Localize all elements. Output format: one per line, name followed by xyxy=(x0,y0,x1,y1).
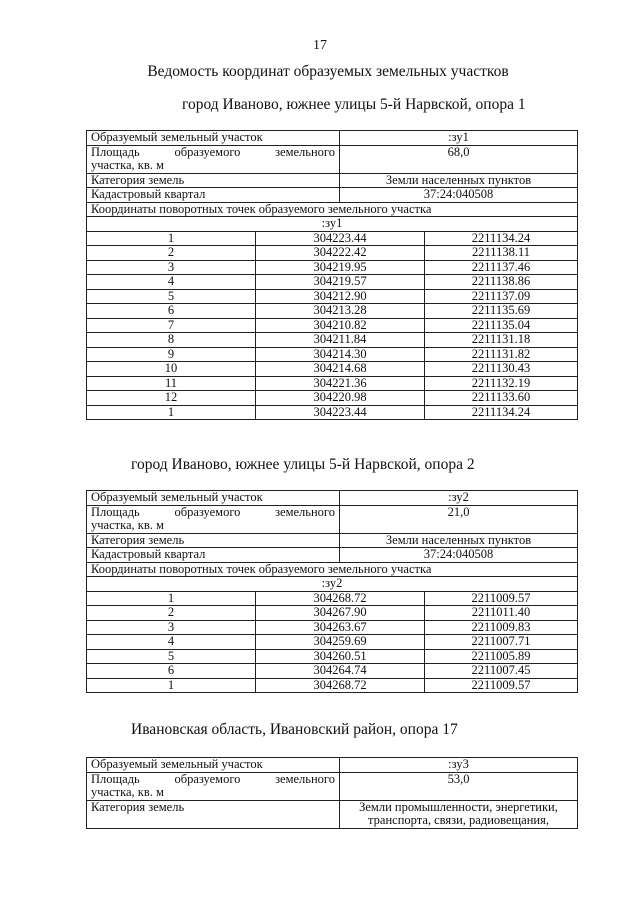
point-number: 3 xyxy=(87,620,256,635)
point-y: 2211007.71 xyxy=(425,635,578,650)
category-row xyxy=(87,173,578,188)
table-row xyxy=(87,231,578,246)
plot-id-value: :зу2 xyxy=(340,491,578,506)
point-number: 12 xyxy=(87,391,256,406)
point-x: 304263.67 xyxy=(256,620,425,635)
table-row xyxy=(87,606,578,621)
category-value-line-2: транспорта, связи, радиовещания, xyxy=(368,813,549,827)
point-number: 2 xyxy=(87,246,256,261)
table-row xyxy=(87,664,578,679)
point-x: 304219.95 xyxy=(256,260,425,275)
plot-label: Образуемый земельный участок xyxy=(87,491,340,506)
coords-plot-id: :зу2 xyxy=(87,577,578,592)
table-row xyxy=(87,362,578,377)
point-x: 304259.69 xyxy=(256,635,425,650)
point-y: 2211135.04 xyxy=(425,318,578,333)
table-row xyxy=(87,347,578,362)
point-y: 2211138.86 xyxy=(425,275,578,290)
point-x: 304222.42 xyxy=(256,246,425,261)
plot-label: Образуемый земельный участок xyxy=(87,758,340,773)
area-label-line-2: участка, кв. м xyxy=(91,158,164,172)
quarter-row xyxy=(87,188,578,203)
point-number: 9 xyxy=(87,347,256,362)
quarter-label: Кадастровый квартал xyxy=(87,548,340,563)
area-label-word-3: земельного xyxy=(275,145,335,159)
point-number: 1 xyxy=(87,405,256,420)
coords-plot-id-row xyxy=(87,577,578,592)
point-y: 2211137.46 xyxy=(425,260,578,275)
area-label xyxy=(87,505,340,533)
category-value xyxy=(340,800,578,828)
table-row xyxy=(87,620,578,635)
table-row xyxy=(87,591,578,606)
section-heading-2: город Иваново, южнее улицы 5-й Нарвской, опора 2 xyxy=(131,456,475,473)
point-x: 304212.90 xyxy=(256,289,425,304)
category-label: Категория земель xyxy=(87,800,340,828)
table-row xyxy=(87,260,578,275)
plot-id-row xyxy=(87,758,578,773)
table-row xyxy=(87,304,578,319)
point-number: 1 xyxy=(87,231,256,246)
point-x: 304214.68 xyxy=(256,362,425,377)
point-x: 304267.90 xyxy=(256,606,425,621)
plot-table-2 xyxy=(86,490,578,693)
point-number: 5 xyxy=(87,289,256,304)
table-row xyxy=(87,376,578,391)
section-heading-3: Ивановская область, Ивановский район, опора 17 xyxy=(131,721,458,738)
point-x: 304260.51 xyxy=(256,649,425,664)
point-y: 2211007.45 xyxy=(425,664,578,679)
category-row xyxy=(87,533,578,548)
coords-plot-id-row xyxy=(87,217,578,232)
area-label xyxy=(87,145,340,173)
area-value: 53,0 xyxy=(340,772,578,800)
point-y: 2211131.18 xyxy=(425,333,578,348)
category-label: Категория земель xyxy=(87,173,340,188)
area-value: 68,0 xyxy=(340,145,578,173)
point-y: 2211009.57 xyxy=(425,591,578,606)
quarter-value: 37:24:040508 xyxy=(340,188,578,203)
area-row xyxy=(87,145,578,173)
point-x: 304219.57 xyxy=(256,275,425,290)
table-row xyxy=(87,635,578,650)
point-y: 2211005.89 xyxy=(425,649,578,664)
point-number: 1 xyxy=(87,591,256,606)
table-row xyxy=(87,405,578,420)
area-row xyxy=(87,772,578,800)
table-row xyxy=(87,333,578,348)
page-number: 17 xyxy=(313,38,327,53)
point-y: 2211130.43 xyxy=(425,362,578,377)
plot-id-row xyxy=(87,131,578,146)
category-value: Земли населенных пунктов xyxy=(340,533,578,548)
table-row xyxy=(87,391,578,406)
point-number: 4 xyxy=(87,635,256,650)
point-number: 4 xyxy=(87,275,256,290)
point-x: 304268.72 xyxy=(256,678,425,693)
category-label: Категория земель xyxy=(87,533,340,548)
point-y: 2211134.24 xyxy=(425,405,578,420)
point-number: 1 xyxy=(87,678,256,693)
point-number: 6 xyxy=(87,664,256,679)
point-x: 304264.74 xyxy=(256,664,425,679)
coords-header-row xyxy=(87,562,578,577)
coords-plot-id: :зу1 xyxy=(87,217,578,232)
plot-id-value: :зу1 xyxy=(340,131,578,146)
quarter-value: 37:24:040508 xyxy=(340,548,578,563)
plot-table-3 xyxy=(86,757,578,829)
area-label-word-2: образуемого xyxy=(174,772,241,786)
point-x: 304223.44 xyxy=(256,405,425,420)
point-x: 304221.36 xyxy=(256,376,425,391)
point-number: 6 xyxy=(87,304,256,319)
table-row xyxy=(87,678,578,693)
table-row xyxy=(87,275,578,290)
area-label-word-2: образуемого xyxy=(174,505,241,519)
area-label-word-1: Площадь xyxy=(91,505,140,519)
category-row xyxy=(87,800,578,828)
category-value: Земли населенных пунктов xyxy=(340,173,578,188)
point-x: 304214.30 xyxy=(256,347,425,362)
point-y: 2211134.24 xyxy=(425,231,578,246)
area-label xyxy=(87,772,340,800)
point-y: 2211133.60 xyxy=(425,391,578,406)
area-label-word-3: земельного xyxy=(275,505,335,519)
point-number: 3 xyxy=(87,260,256,275)
area-value: 21,0 xyxy=(340,505,578,533)
plot-id-row xyxy=(87,491,578,506)
point-y: 2211132.19 xyxy=(425,376,578,391)
point-y: 2211135.69 xyxy=(425,304,578,319)
plot-id-value: :зу3 xyxy=(340,758,578,773)
point-x: 304210.82 xyxy=(256,318,425,333)
category-value-line-1: Земли промышленности, энергетики, xyxy=(359,800,558,814)
point-number: 7 xyxy=(87,318,256,333)
area-label-word-1: Площадь xyxy=(91,772,140,786)
plot-table-1 xyxy=(86,130,578,420)
point-x: 304223.44 xyxy=(256,231,425,246)
area-row xyxy=(87,505,578,533)
area-label-line-2: участка, кв. м xyxy=(91,785,164,799)
area-label-word-2: образуемого xyxy=(174,145,241,159)
point-number: 10 xyxy=(87,362,256,377)
point-number: 5 xyxy=(87,649,256,664)
point-number: 8 xyxy=(87,333,256,348)
area-label-word-3: земельного xyxy=(275,772,335,786)
area-label-line-2: участка, кв. м xyxy=(91,518,164,532)
coords-header: Координаты поворотных точек образуемого земельного участка xyxy=(87,562,578,577)
coords-header-row xyxy=(87,202,578,217)
point-number: 2 xyxy=(87,606,256,621)
table-row xyxy=(87,289,578,304)
quarter-label: Кадастровый квартал xyxy=(87,188,340,203)
point-x: 304211.84 xyxy=(256,333,425,348)
section-heading-1: город Иваново, южнее улицы 5-й Нарвской, опора 1 xyxy=(182,96,526,113)
document-title: Ведомость координат образуемых земельных участков xyxy=(147,63,509,80)
point-x: 304220.98 xyxy=(256,391,425,406)
point-y: 2211137.09 xyxy=(425,289,578,304)
point-x: 304268.72 xyxy=(256,591,425,606)
point-y: 2211009.57 xyxy=(425,678,578,693)
point-number: 11 xyxy=(87,376,256,391)
point-y: 2211131.82 xyxy=(425,347,578,362)
table-row xyxy=(87,246,578,261)
coords-header: Координаты поворотных точек образуемого земельного участка xyxy=(87,202,578,217)
point-y: 2211009.83 xyxy=(425,620,578,635)
area-label-word-1: Площадь xyxy=(91,145,140,159)
point-y: 2211138.11 xyxy=(425,246,578,261)
quarter-row xyxy=(87,548,578,563)
point-y: 2211011.40 xyxy=(425,606,578,621)
table-row xyxy=(87,649,578,664)
point-x: 304213.28 xyxy=(256,304,425,319)
plot-label: Образуемый земельный участок xyxy=(87,131,340,146)
table-row xyxy=(87,318,578,333)
